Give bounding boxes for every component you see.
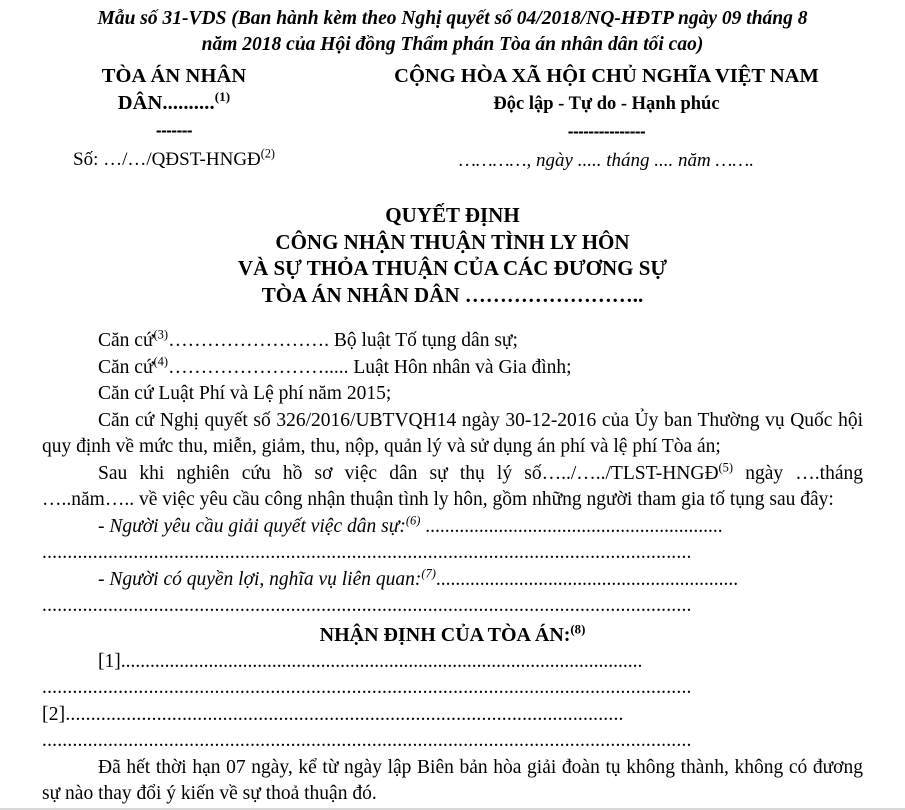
legal-basis-3: Căn cứ Luật Phí và Lệ phí năm 2015; bbox=[98, 383, 392, 404]
finding-item-1-dots: ........................................................................................................... bbox=[120, 650, 643, 672]
closing-paragraph: Đã hết thời hạn 07 ngày, kể từ ngày lập Biên bản hòa giải đoàn tụ không thành, không có đương sự nào thay đổi ý kiến về sự thoả thuận đó. bbox=[42, 756, 863, 804]
footnote-ref-1: (1) bbox=[214, 89, 231, 105]
legal-basis-4: Căn cứ Nghị quyết số 326/2016/UBTVQH14 ngày 30-12-2016 của Ủy ban Thường vụ Quốc hội quy định về mức thu, miễn, giảm, thu, nộp, quản lý và sử dụng án phí và lệ phí Tòa án; bbox=[42, 409, 863, 457]
decision-title-line-3: VÀ SỰ THỎA THUẬN CỦA CÁC ĐƯƠNG SỰ bbox=[237, 256, 668, 280]
letterhead bbox=[0, 63, 905, 174]
decision-title-line-4: TÒA ÁN NHÂN DÂN …………………….. bbox=[261, 282, 644, 307]
national-title: CỘNG HÒA XÃ HỘI CHỦ NGHĨA VIỆT NAM bbox=[394, 65, 819, 87]
document-body bbox=[42, 328, 863, 808]
legal-basis-1-suffix: Bộ luật Tố tụng dân sự; bbox=[328, 330, 518, 351]
related-party-line bbox=[42, 567, 863, 594]
finding-item-1-label: [1] bbox=[98, 650, 121, 672]
place-date-line: …………, ngày ..... tháng .... năm ……. bbox=[458, 150, 755, 171]
legal-basis-2-dots: ……………………..... bbox=[168, 356, 349, 378]
court-divider: ------- bbox=[155, 121, 193, 140]
form-note-line-1: Mẫu số 31-VDS (Ban hành kèm theo Nghị quyết số 04/2018/NQ-HĐTP ngày 09 tháng 8 bbox=[97, 8, 808, 29]
court-header-block bbox=[0, 63, 330, 173]
case-review-part-1: Sau khi nghiên cứu hồ sơ việc dân sự thụ lý số…../…../TLST-HNGĐ bbox=[98, 462, 719, 484]
court-name-line-2 bbox=[18, 90, 330, 117]
requesting-party-dots: ............................................................. bbox=[420, 515, 723, 537]
decision-number-text: Số: …/…/QĐST-HNGĐ bbox=[73, 149, 261, 170]
footnote-ref-4: (4) bbox=[153, 354, 169, 368]
requesting-party-label: - Người yêu cầu giải quyết việc dân sự: bbox=[98, 515, 406, 537]
form-note-line-2: năm 2018 của Hội đồng Thẩm phán Tòa án nhân dân tối cao) bbox=[201, 34, 704, 55]
finding-item-1 bbox=[42, 649, 863, 676]
motto-divider: --------------- bbox=[567, 122, 646, 141]
finding-item-1-dots-continued: ................................................................................................................................ bbox=[42, 677, 692, 698]
court-findings-heading-text: NHẬN ĐỊNH CỦA TÒA ÁN: bbox=[319, 623, 571, 646]
decision-title-line-2: CÔNG NHẬN THUẬN TÌNH LY HÔN bbox=[275, 229, 630, 254]
related-party-dots-continued: ................................................................................................................................ bbox=[42, 595, 692, 616]
footnote-ref-5: (5) bbox=[718, 460, 734, 474]
legal-basis-2-prefix: Căn cứ bbox=[98, 356, 154, 378]
related-party-dots: .............................................................. bbox=[435, 568, 739, 590]
footnote-ref-3: (3) bbox=[153, 327, 169, 342]
case-review-part-2: ngày ….tháng …..năm….. về việc yêu cầu công nhận thuận tình ly hôn, gồm những người tham gia tố tụng sau đây: bbox=[42, 462, 863, 510]
court-name-line-1: TÒA ÁN NHÂN bbox=[101, 65, 247, 87]
national-motto: Độc lập - Tự do - Hạnh phúc bbox=[493, 94, 720, 114]
finding-item-2-dots-continued: ................................................................................................................................ bbox=[42, 730, 692, 751]
requesting-party-dots-continued: ................................................................................................................................ bbox=[42, 542, 692, 563]
footnote-ref-8: (8) bbox=[570, 621, 586, 636]
form-reference-note bbox=[0, 0, 905, 58]
decision-title-block bbox=[0, 202, 905, 308]
court-name-text: DÂN.......... bbox=[117, 92, 215, 114]
footnote-ref-2: (2) bbox=[260, 146, 275, 161]
finding-item-2 bbox=[42, 702, 863, 729]
legal-basis-2 bbox=[42, 355, 863, 382]
legal-basis-1-prefix: Căn cứ bbox=[98, 330, 154, 351]
finding-item-2-dots: .............................................................................................................. bbox=[65, 703, 624, 725]
case-review-paragraph bbox=[42, 461, 863, 514]
finding-item-2-label: [2] bbox=[42, 703, 66, 725]
decision-title-line-1: QUYẾT ĐỊNH bbox=[385, 203, 520, 227]
legal-basis-1 bbox=[42, 328, 863, 355]
court-findings-heading bbox=[42, 622, 863, 649]
legal-basis-1-dots: ……………………. bbox=[168, 330, 329, 351]
requesting-party-line bbox=[42, 514, 863, 541]
decision-number bbox=[18, 147, 330, 173]
footnote-ref-6: (6) bbox=[405, 513, 421, 527]
legal-basis-2-suffix: Luật Hôn nhân và Gia đình; bbox=[348, 356, 572, 378]
national-header-block bbox=[330, 63, 905, 174]
footnote-ref-7: (7) bbox=[421, 566, 436, 580]
related-party-label: - Người có quyền lợi, nghĩa vụ liên quan: bbox=[98, 568, 422, 590]
